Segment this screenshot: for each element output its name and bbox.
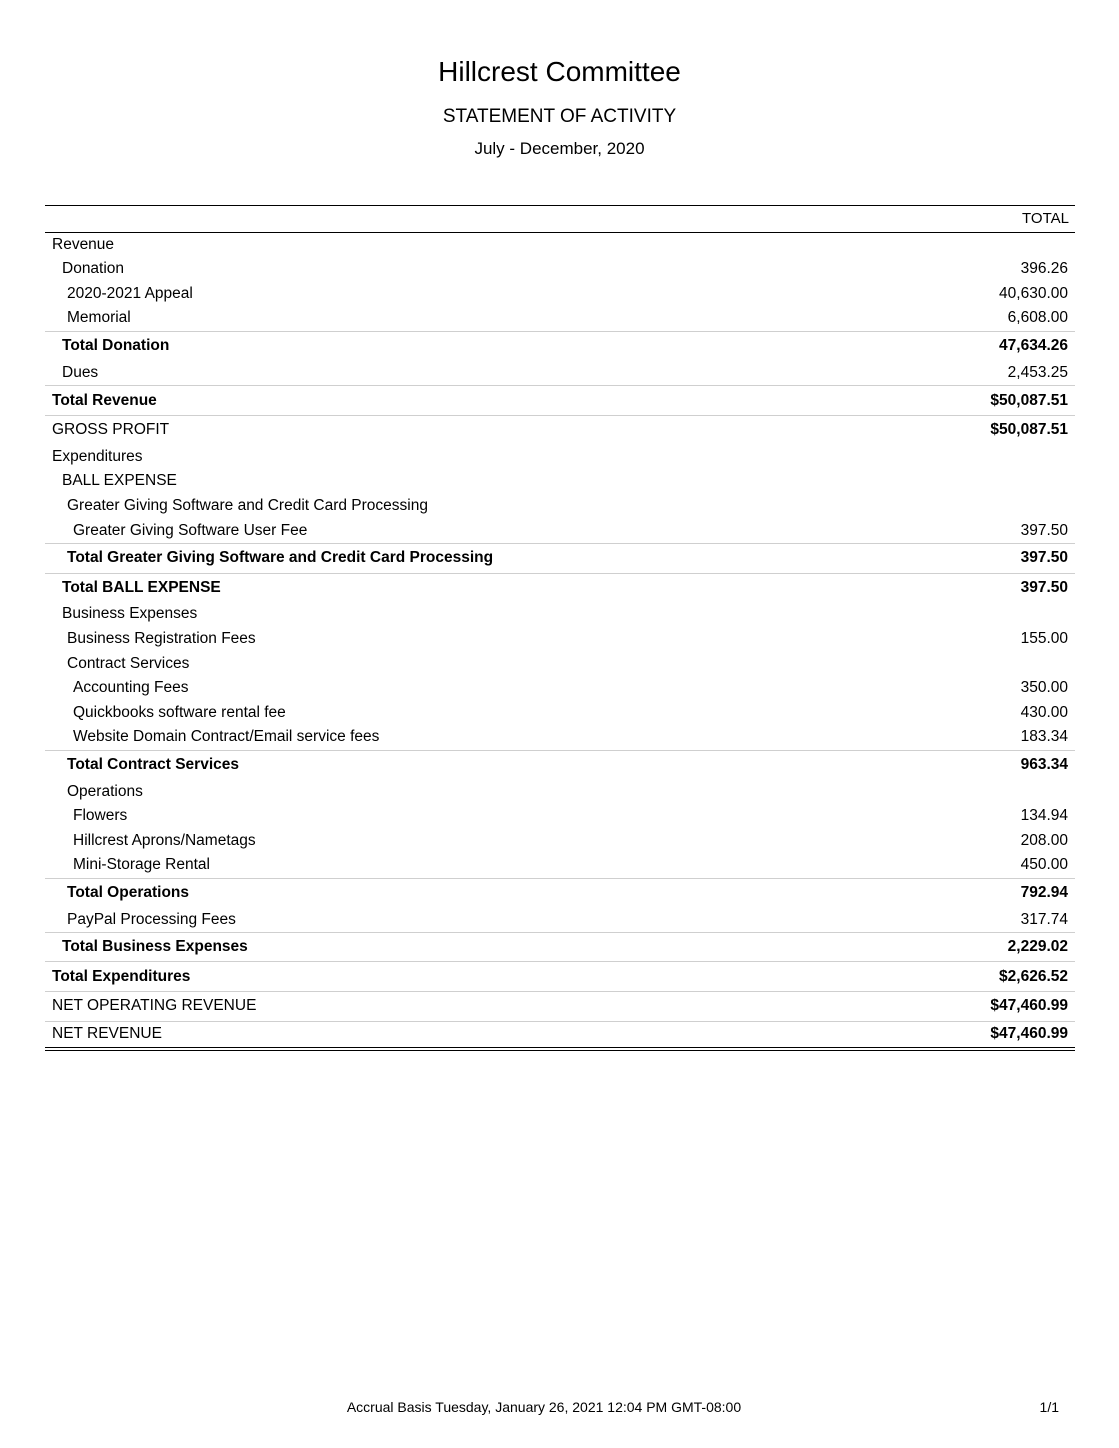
statement-rows xyxy=(45,233,1075,1051)
table-row xyxy=(45,828,1075,853)
row-label: Total BALL EXPENSE xyxy=(62,578,221,596)
row-amount: 40,630.00 xyxy=(999,284,1068,302)
row-label: Total Business Expenses xyxy=(62,938,248,956)
row-label: Memorial xyxy=(67,309,131,327)
row-label: Total Donation xyxy=(62,337,170,355)
row-label: Donation xyxy=(62,260,125,278)
row-amount: 183.34 xyxy=(1020,728,1068,746)
row-label: Total Expenditures xyxy=(52,967,191,985)
table-row xyxy=(45,469,1075,494)
row-amount: 6,608.00 xyxy=(1007,309,1068,327)
row-label: Mini-Storage Rental xyxy=(73,856,210,874)
table-row xyxy=(45,779,1075,804)
row-label: NET REVENUE xyxy=(52,1025,162,1043)
row-amount: 963.34 xyxy=(1020,755,1068,773)
row-label: Dues xyxy=(62,364,99,382)
total-row xyxy=(45,750,1075,780)
row-label: 2020-2021 Appeal xyxy=(67,284,193,302)
row-amount: 397.50 xyxy=(1020,549,1068,567)
row-label: Greater Giving Software User Fee xyxy=(73,521,308,539)
total-row xyxy=(45,573,1075,603)
organization-name: Hillcrest Committee xyxy=(438,56,681,87)
row-amount: 47,634.26 xyxy=(999,337,1068,355)
table-row xyxy=(45,361,1075,386)
total-row xyxy=(45,932,1075,962)
row-label: Contract Services xyxy=(67,654,190,672)
table-header-row xyxy=(45,205,1075,233)
row-amount: $50,087.51 xyxy=(990,391,1068,409)
table-row xyxy=(45,651,1075,676)
row-amount: 317.74 xyxy=(1020,910,1068,928)
footer-basis-timestamp: Accrual Basis Tuesday, January 26, 2021 12:04 PM GMT-08:00 xyxy=(346,1399,742,1415)
row-label: Revenue xyxy=(52,236,115,253)
row-label: Greater Giving Software and Credit Card Processing xyxy=(67,497,428,515)
table-row xyxy=(45,804,1075,829)
row-label: PayPal Processing Fees xyxy=(67,910,236,928)
row-label: Flowers xyxy=(73,807,128,825)
total-row xyxy=(45,331,1075,361)
report-title: STATEMENT OF ACTIVITY xyxy=(442,106,677,127)
row-amount: $50,087.51 xyxy=(990,421,1068,439)
row-amount: 2,229.02 xyxy=(1007,938,1068,956)
row-amount: 155.00 xyxy=(1020,630,1068,648)
row-amount: 430.00 xyxy=(1020,703,1068,721)
table-row xyxy=(45,1021,1075,1051)
row-label: Accounting Fees xyxy=(73,679,189,697)
statement-table xyxy=(45,205,1075,1051)
table-row xyxy=(45,676,1075,701)
table-row xyxy=(45,701,1075,726)
table-row xyxy=(45,306,1075,331)
row-label: NET OPERATING REVENUE xyxy=(52,997,257,1015)
table-row xyxy=(45,282,1075,307)
row-amount: $47,460.99 xyxy=(990,1025,1068,1043)
footer-page-number: 1/1 xyxy=(1039,1399,1059,1415)
table-row xyxy=(45,602,1075,627)
row-label: Total Revenue xyxy=(52,391,157,409)
total-row xyxy=(45,543,1075,573)
row-label: Quickbooks software rental fee xyxy=(73,703,286,721)
row-label: Total Contract Services xyxy=(67,755,239,773)
row-label: Total Operations xyxy=(67,883,190,901)
row-amount: $47,460.99 xyxy=(990,997,1068,1015)
row-label: Total Greater Giving Software and Credit Card Processing xyxy=(67,549,494,567)
table-row xyxy=(45,991,1075,1021)
total-row xyxy=(45,961,1075,991)
table-row xyxy=(45,853,1075,878)
table-row xyxy=(45,415,1075,445)
table-row xyxy=(45,907,1075,932)
row-amount: 450.00 xyxy=(1020,856,1068,874)
row-amount: 397.50 xyxy=(1020,521,1068,539)
row-label: BALL EXPENSE xyxy=(62,472,177,490)
row-label: Website Domain Contract/Email service fees xyxy=(73,728,380,746)
report-period: July - December, 2020 xyxy=(474,139,645,158)
total-row xyxy=(45,878,1075,908)
row-amount: $2,626.52 xyxy=(999,967,1068,985)
row-label: Business Registration Fees xyxy=(67,630,256,648)
row-label: Operations xyxy=(67,782,143,800)
table-row xyxy=(45,233,1075,257)
row-amount: 134.94 xyxy=(1020,807,1068,825)
row-label: Business Expenses xyxy=(62,605,198,623)
row-label: Expenditures xyxy=(52,447,143,465)
row-amount: 208.00 xyxy=(1020,831,1068,849)
table-row xyxy=(45,725,1075,750)
table-row xyxy=(45,445,1075,470)
table-row xyxy=(45,518,1075,543)
total-row xyxy=(45,385,1075,415)
row-label: GROSS PROFIT xyxy=(52,421,170,439)
row-amount: 397.50 xyxy=(1020,578,1068,596)
row-label: Hillcrest Aprons/Nametags xyxy=(73,831,256,849)
row-amount: 396.26 xyxy=(1020,260,1068,278)
table-row xyxy=(45,627,1075,652)
row-amount: 350.00 xyxy=(1020,679,1068,697)
table-row xyxy=(45,494,1075,519)
row-amount: 792.94 xyxy=(1020,883,1068,901)
row-amount: 2,453.25 xyxy=(1007,364,1068,382)
total-column-header: TOTAL xyxy=(1022,210,1069,227)
table-row xyxy=(45,257,1075,282)
